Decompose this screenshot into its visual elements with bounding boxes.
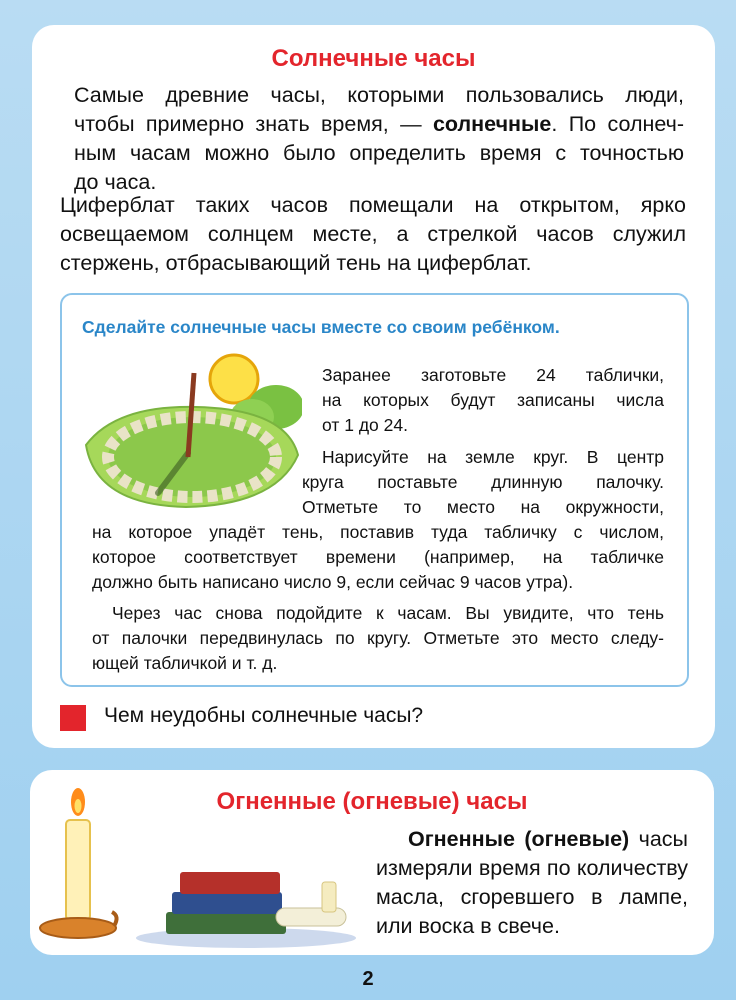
flame-core-icon (75, 799, 82, 813)
text-line: от палочки передвинулась по кругу. Отметьте это место следу- (92, 628, 664, 648)
bold-term: солнечные (432, 112, 552, 136)
fire-clock-paragraph (376, 825, 688, 941)
fire-clock-title: Огненные (огневые) часы (216, 788, 528, 815)
text-fragment: чтобы примерно знать время, — (74, 112, 433, 136)
text-line: стержень, отбрасывающий тень на циферблат. (60, 251, 532, 275)
candle-illustration (36, 780, 120, 948)
text-line: Отметьте то место на окружности, (302, 497, 664, 517)
activity-step-2-bottom (92, 520, 664, 595)
text-line: освещаемом солнцем месте, а стрелкой часов служил (60, 222, 686, 246)
text-line: должно быть написано число 9, если сейчас 9 часов утра). (92, 572, 574, 592)
text-line: Самые древние часы, которыми пользовались люди, (74, 83, 684, 107)
small-candle-icon (322, 882, 336, 912)
sundial-section (32, 25, 715, 748)
text-line (74, 110, 684, 139)
book-icon (172, 892, 282, 914)
text-line: от 1 до 24. (322, 415, 408, 435)
text-line: на которое упадёт тень, поставив туда табличку с числом, (92, 522, 664, 542)
page-number: 2 (362, 968, 374, 990)
sundial-illustration (76, 345, 302, 515)
book-icon (180, 872, 280, 894)
text-line: Через час снова подойдите к часам. Вы увидите, что тень (112, 603, 664, 623)
text-fragment: часы (629, 827, 688, 851)
books-illustration (126, 842, 366, 950)
question-marker-icon (60, 705, 86, 731)
fire-clock-section (30, 770, 714, 955)
question-text: Чем неудобны солнечные часы? (104, 704, 424, 727)
text-line (376, 825, 688, 854)
text-line: Нарисуйте на земле круг. В центр (322, 447, 664, 467)
text-line: круга поставьте длинную палочку. (302, 472, 664, 492)
activity-step-3 (92, 601, 664, 676)
text-line: до часа. (74, 170, 157, 194)
text-line: ющей табличкой и т. д. (92, 653, 278, 673)
activity-step-2-top (302, 445, 664, 520)
bold-term: Огненные (огневые) (408, 827, 630, 851)
text-line: Циферблат таких часов помещали на открытом, ярко (60, 193, 686, 217)
text-line: на которых будут записаны числа (322, 390, 664, 410)
candle-holder-icon (40, 918, 116, 938)
sun-icon (210, 355, 258, 403)
activity-box (60, 293, 689, 687)
text-line: ным часам можно было определить время с точностью (74, 141, 684, 165)
candle-icon (66, 820, 90, 920)
text-line: измеряли время по количеству (376, 856, 688, 880)
text-line: Заранее заготовьте 24 таблички, (322, 365, 664, 385)
sundial-intro-paragraph (74, 81, 684, 197)
book-icon (166, 912, 286, 934)
text-line: которое соответствует времени (например, на табличке (92, 547, 664, 567)
activity-heading: Сделайте солнечные часы вместе со своим ребёнком. (82, 317, 560, 337)
activity-step-1 (302, 363, 664, 438)
text-fragment: . По солнеч- (551, 112, 684, 136)
text-line: масла, сгоревшего в лампе, (376, 885, 688, 909)
dial-description-paragraph (60, 191, 686, 278)
sundial-title: Солнечные часы (271, 45, 476, 72)
text-line: или воска в свече. (376, 914, 560, 938)
